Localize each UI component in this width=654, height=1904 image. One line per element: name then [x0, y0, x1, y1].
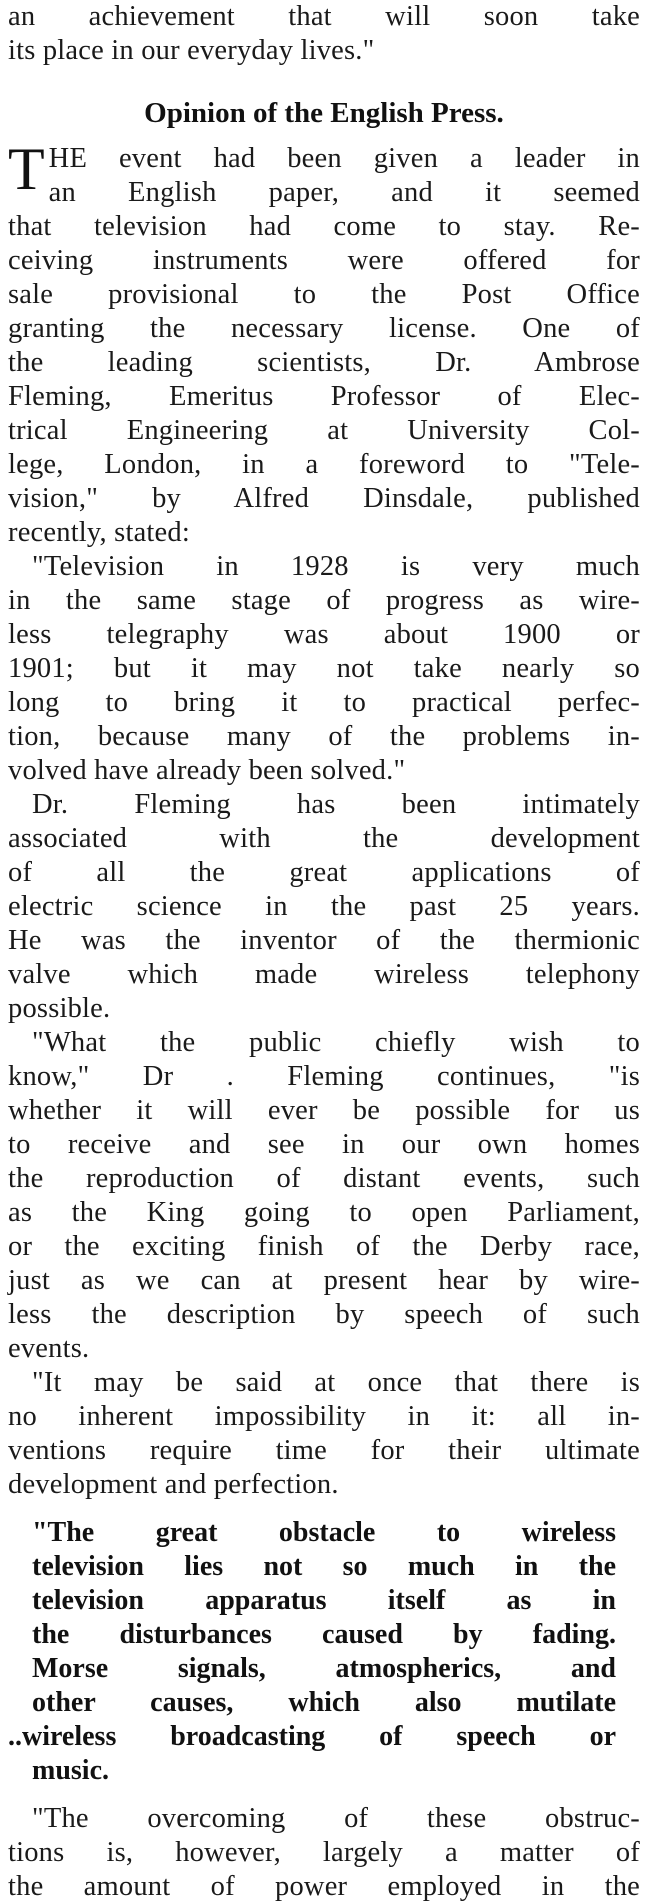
text-line: its place in our everyday lives." [8, 35, 375, 66]
text-line: 1901; but it may not take nearly so [8, 653, 640, 684]
text-line: possible. [8, 993, 111, 1024]
body-paragraph [8, 1802, 640, 1904]
bold-quote-block [8, 1516, 616, 1788]
body-paragraph [8, 1366, 640, 1502]
text-line: in the same stage of progress as wire- [8, 585, 640, 616]
text-line: associated with the development [8, 823, 640, 854]
text-line: know," Dr . Fleming continues, "is [8, 1061, 640, 1092]
text-line: "Television in 1928 is very much [32, 551, 640, 582]
text-line: the leading scientists, Dr. Ambrose [8, 347, 640, 378]
text-line: "What the public chiefly wish to [32, 1027, 640, 1058]
text-line: the disturbances caused by fading. [32, 1619, 616, 1650]
text-line: recently, stated: [8, 517, 190, 548]
text-line: television apparatus itself as in [32, 1585, 616, 1616]
intro-paragraph [8, 0, 640, 68]
text-line: He was the inventor of the thermionic [8, 925, 640, 956]
text-line: as the King going to open Parliament, [8, 1197, 640, 1228]
text-line: electric science in the past 25 years. [8, 891, 640, 922]
text-line: or the exciting finish of the Derby race, [8, 1231, 640, 1262]
text-line: long to bring it to practical perfec- [8, 687, 640, 718]
text-line: tions is, however, largely a matter of [8, 1837, 640, 1868]
text-line: trical Engineering at University Col- [8, 415, 640, 446]
text-line: an English paper, and it seemed [48, 177, 640, 208]
text-line: whether it will ever be possible for us [8, 1095, 640, 1126]
text-line: the amount of power employed in the [8, 1871, 640, 1902]
article-column [8, 0, 640, 1904]
text-line: Dr. Fleming has been intimately [32, 789, 640, 820]
text-line: "It may be said at once that there is [32, 1367, 640, 1398]
drop-cap-letter: T [8, 136, 45, 202]
text-line: vision," by Alfred Dinsdale, published [8, 483, 640, 514]
text-line: granting the necessary license. One of [8, 313, 640, 344]
text-line: volved have already been solved." [8, 755, 406, 786]
text-line: "The great obstacle to wireless [32, 1517, 616, 1548]
text-line: Morse signals, atmospherics, and [32, 1653, 616, 1684]
text-line: of all the great applications of [8, 857, 640, 888]
text-line: an achievement that will soon take [8, 1, 640, 32]
text-line: lege, London, in a foreword to "Tele- [8, 449, 640, 480]
text-line: less the description by speech of such [8, 1299, 640, 1330]
text-line: other causes, which also mutilate [32, 1687, 616, 1718]
text-line: the reproduction of distant events, such [8, 1163, 640, 1194]
text-line: ..wireless broadcasting of speech or [8, 1721, 616, 1752]
body-paragraph [8, 788, 640, 1026]
text-line: sale provisional to the Post Office [8, 279, 640, 310]
section-heading: Opinion of the English Press. [144, 97, 504, 129]
text-line: just as we can at present hear by wire- [8, 1265, 640, 1296]
text-line: Fleming, Emeritus Professor of Elec- [8, 381, 640, 412]
text-line: ventions require time for their ultimate [8, 1435, 640, 1466]
text-line: less telegraphy was about 1900 or [8, 619, 640, 650]
text-line: HE event had been given a leader in [48, 143, 640, 174]
body-paragraph [8, 1026, 640, 1366]
text-line: that television had come to stay. Re- [8, 211, 640, 242]
text-line: development and perfection. [8, 1469, 339, 1500]
text-line: to receive and see in our own homes [8, 1129, 640, 1160]
text-line: events. [8, 1333, 90, 1364]
body-paragraph [8, 550, 640, 788]
text-line: no inherent impossibility in it: all in- [8, 1401, 640, 1432]
dropcap-paragraph [8, 136, 640, 550]
text-line: valve which made wireless telephony [8, 959, 640, 990]
text-line: music. [32, 1755, 109, 1786]
text-line: ceiving instruments were offered for [8, 245, 640, 276]
text-line: television lies not so much in the [32, 1551, 616, 1582]
text-line: "The overcoming of these obstruc- [32, 1803, 640, 1834]
text-line: tion, because many of the problems in- [8, 721, 640, 752]
